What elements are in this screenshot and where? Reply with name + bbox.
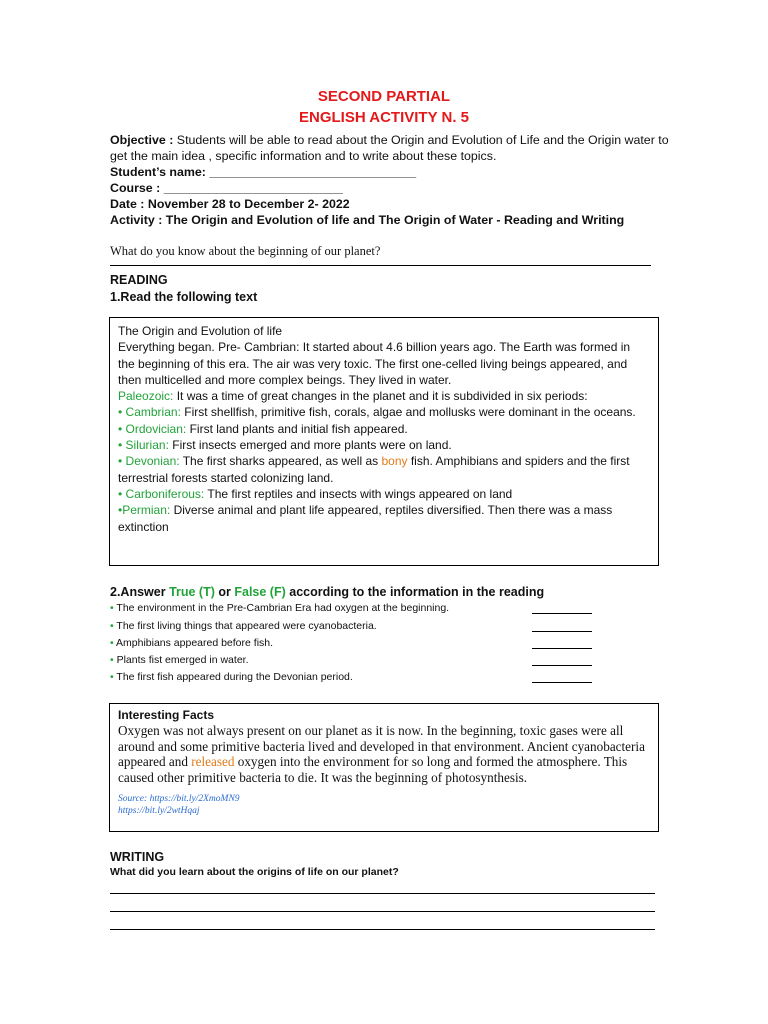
writing-line[interactable] — [110, 929, 655, 930]
devonian-text-2: fish. Amphibians and spiders and the first terrestrial forests started colonizing land. — [118, 454, 630, 485]
answer-blank[interactable] — [532, 667, 592, 683]
objective-text: Students will be able to read about the Origin and Evolution of Life and the Origin water to get the main idea , specific information and to write about these topics. — [110, 133, 669, 163]
period-cambrian — [118, 404, 650, 420]
devonian-text-1: The first sharks appeared, as well as — [179, 454, 382, 469]
tf-statement-text: Plants fist emerged in water. — [116, 654, 249, 666]
cambrian-text: First shellfish, primitive fish, corals, algae and mollusks were dominant in the oceans. — [180, 405, 636, 420]
facts-text-1: Oxygen was not always present on our planet as it is now. In the beginning, toxic gases were all around and some primitive bacteria lived and developed in that environment. Ancient cyanobacteria appeared and — [118, 723, 645, 769]
bullet-icon: • — [110, 671, 117, 683]
paleozoic — [118, 388, 650, 404]
reading-box-title: The Origin and Evolution of life — [118, 324, 283, 338]
course-line: Course : __________________________ — [110, 181, 343, 195]
reading-heading: READING — [110, 273, 168, 287]
period-ordovician — [118, 421, 650, 437]
paleozoic-label: Paleozoic: — [118, 389, 174, 404]
paleozoic-text: It was a time of great changes in the planet and it is subdivided in six periods: — [173, 389, 588, 404]
carboniferous-text: The first reptiles and insects with wings appeared on land — [204, 486, 513, 501]
date-line: Date : November 28 to December 2- 2022 — [110, 197, 350, 211]
tf-suffix: according to the information in the reading — [285, 585, 545, 599]
bullet-icon: • — [110, 637, 117, 649]
bullet-icon: • — [118, 486, 126, 501]
source-link-1[interactable]: Source: https://bit.ly/2XmoMN9 — [118, 794, 240, 804]
answer-blank[interactable] — [532, 616, 592, 632]
tf-true-label: True (T) — [169, 585, 215, 599]
silurian-label: Silurian: — [125, 438, 169, 453]
answer-blank[interactable] — [532, 598, 592, 614]
page-subtitle: ENGLISH ACTIVITY N. 5 — [298, 109, 470, 126]
devonian-label: Devonian: — [125, 454, 180, 469]
devonian-highlight: bony — [381, 454, 408, 469]
objective-label: Objective : — [110, 133, 174, 147]
period-permian — [118, 502, 650, 535]
bullet-icon: • — [118, 454, 126, 469]
answer-line — [110, 265, 651, 266]
period-silurian — [118, 437, 650, 453]
tf-statement-text: The first living things that appeared were cyanobacteria. — [116, 620, 377, 632]
tf-false-label: False (F) — [234, 585, 286, 599]
tf-statement-text: Amphibians appeared before fish. — [116, 637, 274, 649]
carboniferous-label: Carboniferous: — [125, 486, 205, 501]
permian-text: Diverse animal and plant life appeared, reptiles diversified. Then there was a mass extinction — [118, 503, 613, 534]
period-devonian — [118, 453, 650, 486]
bullet-icon: • — [118, 405, 126, 420]
tf-statement-text: The first fish appeared during the Devonian period. — [116, 671, 353, 683]
activity-line: Activity : The Origin and Evolution of life and The Origin of Water - Reading and Writing — [110, 213, 625, 227]
tf-statement — [110, 600, 610, 617]
tf-statement-text: The environment in the Pre-Cambrian Era had oxygen at the beginning. — [116, 602, 450, 614]
reading-instruction: 1.Read the following text — [110, 290, 258, 304]
page-title: SECOND PARTIAL — [317, 88, 451, 105]
reading-intro: Everything began. Pre- Cambrian: It started about 4.6 billion years ago. The Earth was formed in the beginning of this era. The air was very toxic. The first one-celled living beings appeared, and then multicelled and more complex beings. They lived in water. — [118, 340, 631, 387]
silurian-text: First insects emerged and more plants were on land. — [168, 438, 452, 453]
bullet-icon: • — [118, 503, 123, 518]
facts-highlight: released — [191, 754, 235, 769]
writing-heading: WRITING — [110, 850, 165, 864]
bullet-icon: • — [110, 620, 117, 632]
bullet-icon: • — [110, 602, 117, 614]
facts-text — [118, 723, 650, 785]
tf-or: or — [214, 585, 235, 599]
tf-instruction — [110, 585, 544, 599]
reading-box — [109, 317, 659, 566]
period-carboniferous — [118, 486, 650, 502]
bullet-icon: • — [118, 421, 126, 436]
answer-blank[interactable] — [532, 633, 592, 649]
tf-prefix: 2.Answer — [110, 585, 170, 599]
ordovician-text: First land plants and initial fish appeared. — [186, 421, 408, 436]
intro-question: What do you know about the beginning of our planet? — [110, 244, 381, 258]
writing-line[interactable] — [110, 911, 655, 912]
objective — [110, 132, 670, 164]
source-link-2[interactable]: https://bit.ly/2wtHqaj — [118, 806, 200, 816]
permian-label: Permian: — [122, 503, 171, 518]
facts-text-2: oxygen into the environment for so long and formed the atmosphere. This caused other primitive bacteria to die. It was the beginning of photosynthesis. — [118, 754, 628, 785]
student-name-line: Student’s name: ______________________________ — [110, 165, 417, 179]
ordovician-label: Ordovician: — [125, 421, 187, 436]
bullet-icon: • — [118, 438, 126, 453]
writing-line[interactable] — [110, 893, 655, 894]
tf-statement — [110, 669, 610, 686]
facts-title: Interesting Facts — [118, 708, 215, 722]
answer-blank[interactable] — [532, 650, 592, 666]
cambrian-label: Cambrian: — [125, 405, 181, 420]
bullet-icon: • — [110, 654, 117, 666]
facts-box — [109, 703, 659, 832]
writing-question: What did you learn about the origins of life on our planet? — [110, 866, 399, 878]
